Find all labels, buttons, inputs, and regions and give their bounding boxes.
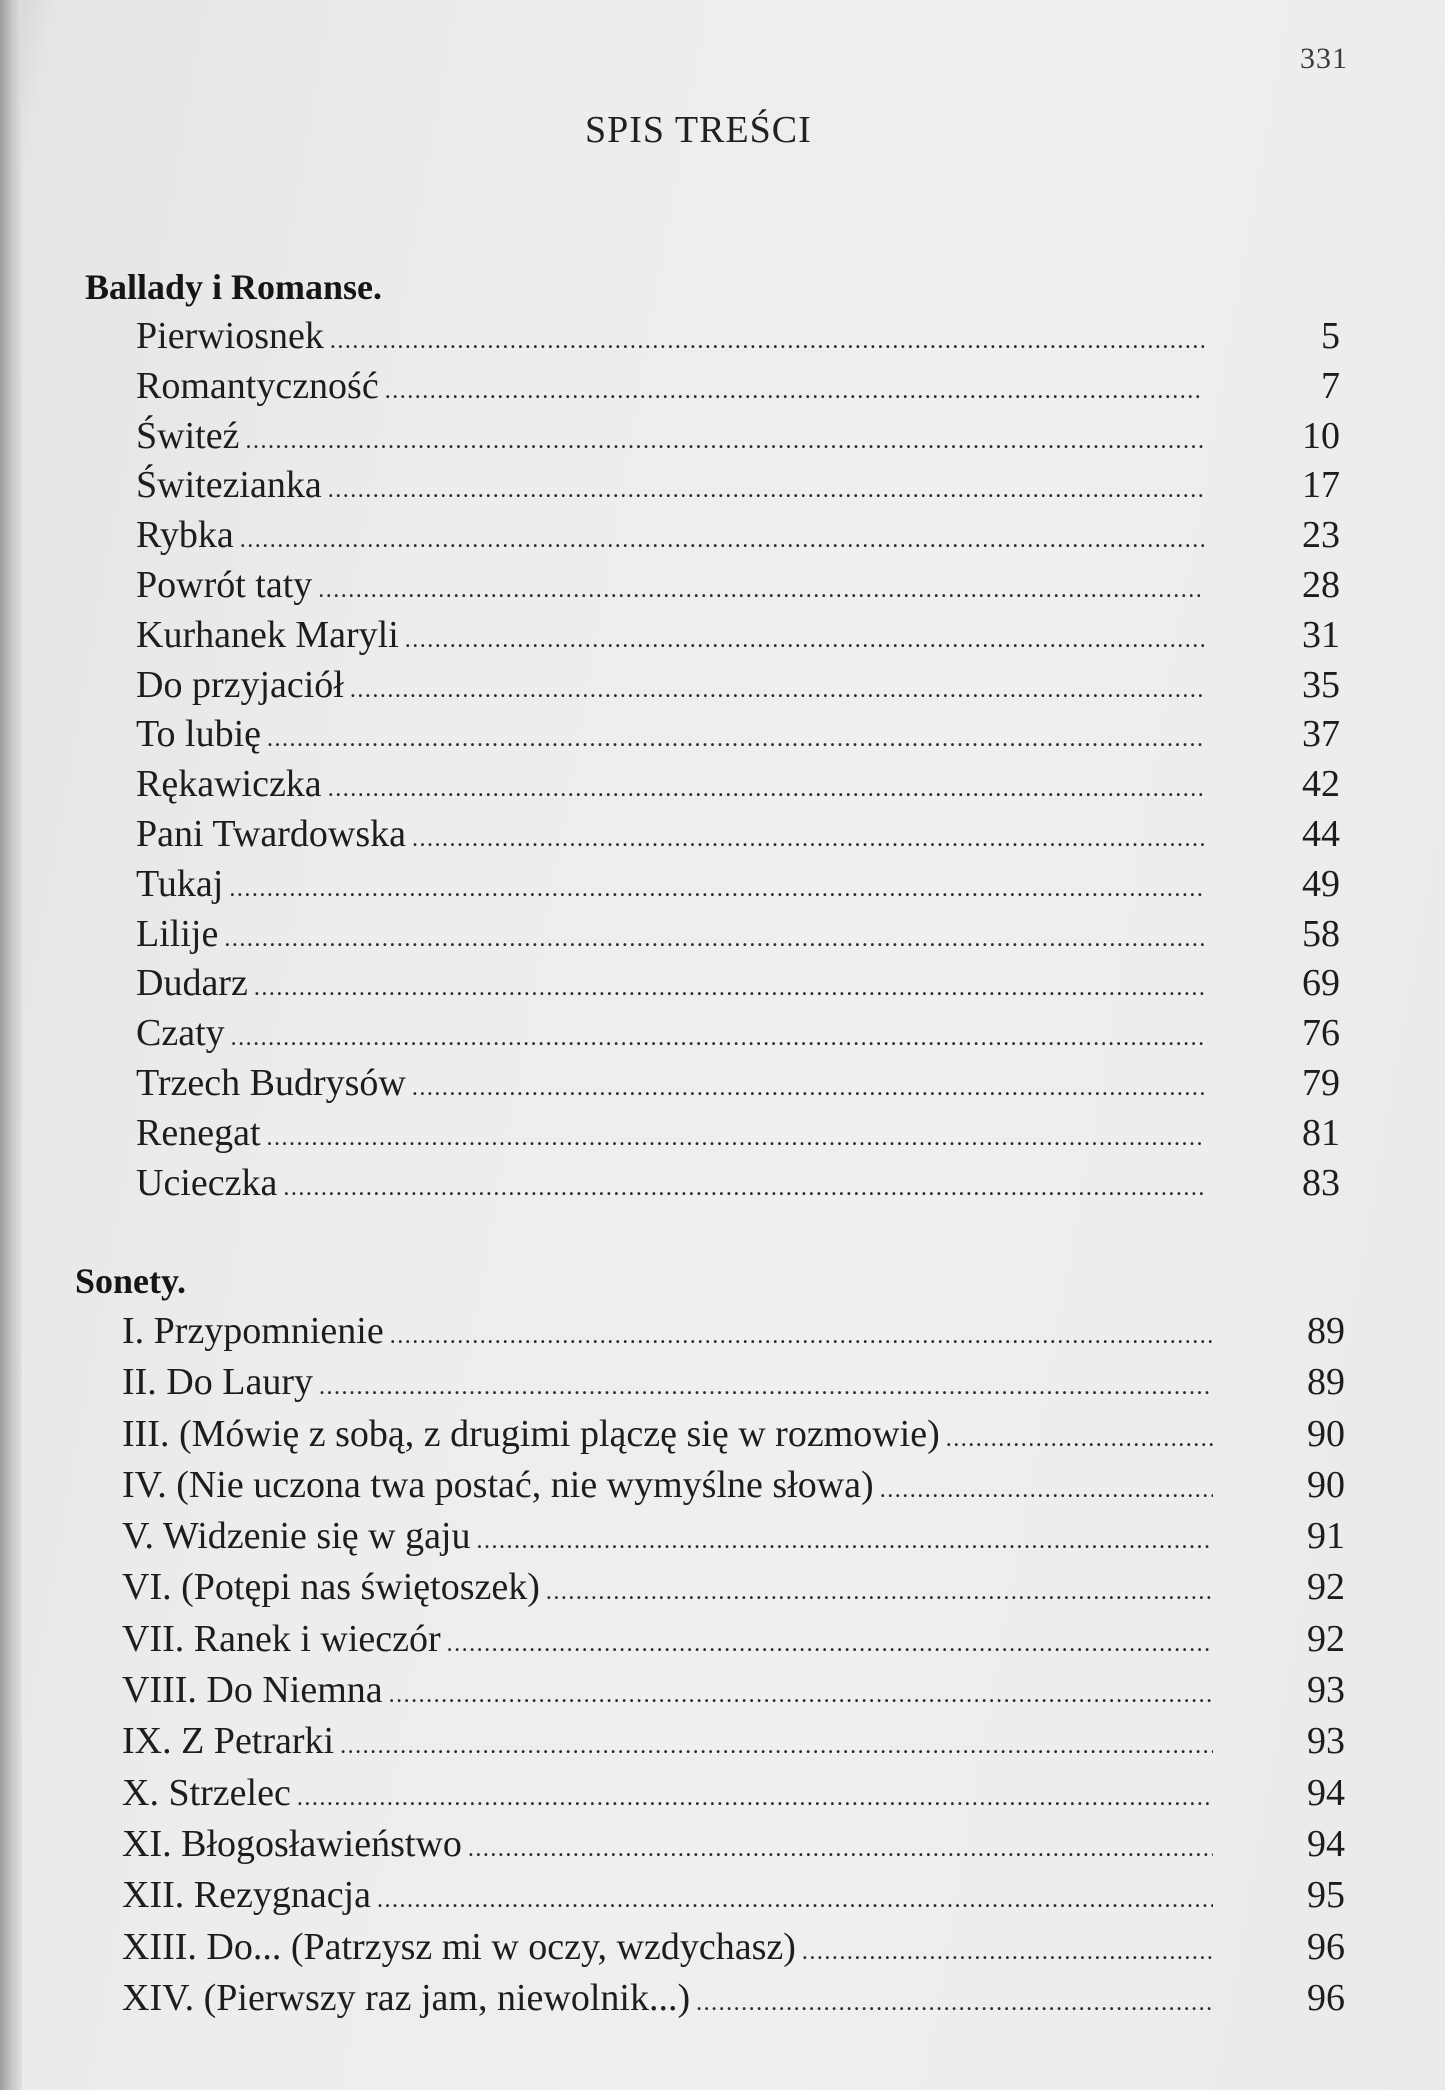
entry-page-number: 10 — [1302, 414, 1340, 457]
toc-entry — [75, 1973, 1345, 2024]
dot-leader — [224, 915, 1204, 965]
entry-title: X. Strzelec — [122, 1771, 291, 1814]
dot-leader — [546, 1567, 1213, 1618]
entry-page-number: 69 — [1302, 962, 1340, 1005]
table-of-contents-title: SPIS TREŚCI — [585, 109, 812, 151]
entry-title: Rękawiczka — [136, 763, 322, 806]
dot-leader — [328, 765, 1204, 815]
entry-title: XIII. Do... (Patrzysz mi w oczy, wzdychasz) — [122, 1925, 796, 1968]
entry-title: Świteź — [136, 414, 240, 457]
dot-leader — [350, 666, 1204, 716]
entry-title: Renegat — [136, 1111, 261, 1154]
toc-entry — [75, 1460, 1345, 1511]
entry-page-number: 93 — [1307, 1720, 1345, 1763]
toc-entry — [75, 1357, 1345, 1408]
toc-entry — [75, 1922, 1345, 1973]
dot-leader — [385, 367, 1204, 417]
entry-title: To lubię — [136, 713, 262, 756]
toc-entry — [75, 1562, 1345, 1613]
entry-title: Pierwiosnek — [136, 315, 324, 357]
entry-title: Tukaj — [136, 862, 224, 905]
entry-page-number: 31 — [1302, 613, 1340, 656]
entry-page-number: 94 — [1307, 1771, 1345, 1814]
section-heading: Sonety. — [75, 1261, 187, 1301]
dot-leader — [802, 1927, 1213, 1978]
toc-entry — [75, 1409, 1345, 1460]
entry-page-number: 96 — [1307, 1925, 1345, 1968]
toc-entry — [85, 362, 1340, 412]
entry-title: II. Do Laury — [122, 1361, 313, 1404]
entry-page-number: 92 — [1307, 1617, 1345, 1660]
toc-entry — [75, 1716, 1345, 1767]
toc-entries — [85, 312, 1340, 1208]
page-number: 331 — [1300, 42, 1348, 75]
entry-title: Rybka — [136, 514, 234, 557]
dot-leader — [330, 317, 1204, 367]
toc-entry — [85, 1059, 1340, 1109]
dot-leader — [389, 1670, 1213, 1721]
toc-entry — [75, 1819, 1345, 1870]
toc-entry — [75, 1306, 1345, 1357]
entry-title: IV. (Nie uczona twa postać, nie wymyślne słowa) — [122, 1463, 874, 1506]
book-spine-shadow — [0, 0, 22, 2090]
entry-page-number: 44 — [1302, 812, 1340, 855]
entry-title: Trzech Budrysów — [136, 1061, 406, 1104]
entry-page-number: 92 — [1307, 1566, 1345, 1609]
entry-title: VI. (Potępi nas świętoszek) — [122, 1566, 540, 1609]
entry-title: III. (Mówię z sobą, z drugimi plączę się w rozmowie) — [122, 1412, 940, 1455]
entry-page-number: 35 — [1302, 663, 1340, 706]
dot-leader — [319, 1362, 1213, 1413]
entry-page-number: 37 — [1302, 713, 1340, 756]
entry-title: Lilije — [136, 912, 219, 955]
dot-leader — [267, 715, 1204, 765]
dot-leader — [696, 1978, 1213, 2029]
entry-page-number: 94 — [1307, 1822, 1345, 1865]
section-heading: Ballady i Romanse. — [85, 267, 383, 307]
entry-title: V. Widzenie się w gaju — [122, 1515, 471, 1558]
entry-page-number: 76 — [1302, 1012, 1340, 1055]
entry-page-number: 5 — [1321, 315, 1340, 357]
entry-page-number: 81 — [1302, 1111, 1340, 1154]
entry-title: Dudarz — [136, 962, 248, 1005]
entry-page-number: 95 — [1307, 1874, 1345, 1917]
toc-entry — [75, 1870, 1345, 1921]
entry-page-number: 93 — [1307, 1669, 1345, 1712]
toc-entry — [85, 959, 1340, 1009]
dot-leader — [412, 1064, 1204, 1114]
toc-entry — [85, 511, 1340, 561]
entry-title: IX. Z Petrarki — [122, 1720, 335, 1763]
dot-leader — [405, 616, 1204, 666]
entry-page-number: 7 — [1321, 364, 1340, 407]
entry-title: Czaty — [136, 1012, 225, 1055]
dot-leader — [946, 1414, 1213, 1465]
entry-title: VII. Ranek i wieczór — [122, 1617, 441, 1660]
toc-entry — [85, 1159, 1340, 1209]
entry-title: XIV. (Pierwszy raz jam, niewolnik...) — [122, 1976, 691, 2019]
entry-page-number: 91 — [1307, 1515, 1345, 1558]
dot-leader — [390, 1311, 1213, 1362]
entry-title: VIII. Do Niemna — [122, 1669, 383, 1712]
dot-leader — [328, 466, 1204, 516]
entry-page-number: 49 — [1302, 862, 1340, 905]
dot-leader — [377, 1875, 1213, 1926]
entry-page-number: 89 — [1307, 1361, 1345, 1404]
toc-entry — [85, 661, 1340, 711]
entry-page-number: 23 — [1302, 514, 1340, 557]
entry-page-number: 89 — [1307, 1310, 1345, 1352]
entry-page-number: 79 — [1302, 1061, 1340, 1104]
dot-leader — [880, 1465, 1213, 1516]
dot-leader — [412, 815, 1204, 865]
dot-leader — [468, 1824, 1213, 1875]
dot-leader — [231, 1014, 1204, 1064]
entry-page-number: 42 — [1302, 763, 1340, 806]
entry-title: Pani Twardowska — [136, 812, 406, 855]
toc-entry — [85, 461, 1340, 511]
dot-leader — [240, 516, 1204, 566]
entry-page-number: 58 — [1302, 912, 1340, 955]
entry-page-number: 90 — [1307, 1412, 1345, 1455]
toc-entry — [85, 910, 1340, 960]
entry-title: Świtezianka — [136, 464, 322, 507]
dot-leader — [447, 1619, 1213, 1670]
entry-title: Romantyczność — [136, 364, 379, 407]
toc-entry — [75, 1614, 1345, 1665]
entry-title: Kurhanek Maryli — [136, 613, 399, 656]
toc-section-ballady — [85, 262, 1340, 1208]
entry-title: I. Przypomnienie — [122, 1310, 384, 1352]
toc-entry — [85, 561, 1340, 611]
entry-page-number: 96 — [1307, 1976, 1345, 2019]
toc-entry — [85, 760, 1340, 810]
toc-entry — [85, 312, 1340, 362]
entry-title: XII. Rezygnacja — [122, 1874, 371, 1917]
dot-leader — [267, 1114, 1204, 1164]
dot-leader — [254, 964, 1204, 1014]
toc-entry — [85, 860, 1340, 910]
dot-leader — [229, 865, 1204, 915]
dot-leader — [297, 1773, 1213, 1824]
dot-leader — [318, 566, 1204, 616]
toc-entry — [85, 611, 1340, 661]
toc-section-sonety — [75, 1256, 1345, 2024]
toc-entry — [85, 412, 1340, 462]
entry-title: Powrót taty — [136, 563, 313, 606]
toc-entry — [85, 710, 1340, 760]
entry-page-number: 83 — [1302, 1161, 1340, 1204]
toc-entry — [85, 1009, 1340, 1059]
dot-leader — [340, 1721, 1213, 1772]
toc-entry — [75, 1511, 1345, 1562]
toc-entry — [75, 1768, 1345, 1819]
entry-page-number: 28 — [1302, 563, 1340, 606]
dot-leader — [477, 1516, 1214, 1567]
dot-leader — [283, 1164, 1204, 1214]
entry-page-number: 17 — [1302, 464, 1340, 507]
entry-title: Ucieczka — [136, 1161, 278, 1204]
toc-entry — [85, 1109, 1340, 1159]
toc-entry — [75, 1665, 1345, 1716]
toc-entry — [85, 810, 1340, 860]
entry-title: XI. Błogosławieństwo — [122, 1822, 462, 1865]
entry-page-number: 90 — [1307, 1463, 1345, 1506]
entry-title: Do przyjaciół — [136, 663, 344, 706]
toc-entries — [75, 1306, 1345, 2024]
dot-leader — [245, 417, 1204, 467]
